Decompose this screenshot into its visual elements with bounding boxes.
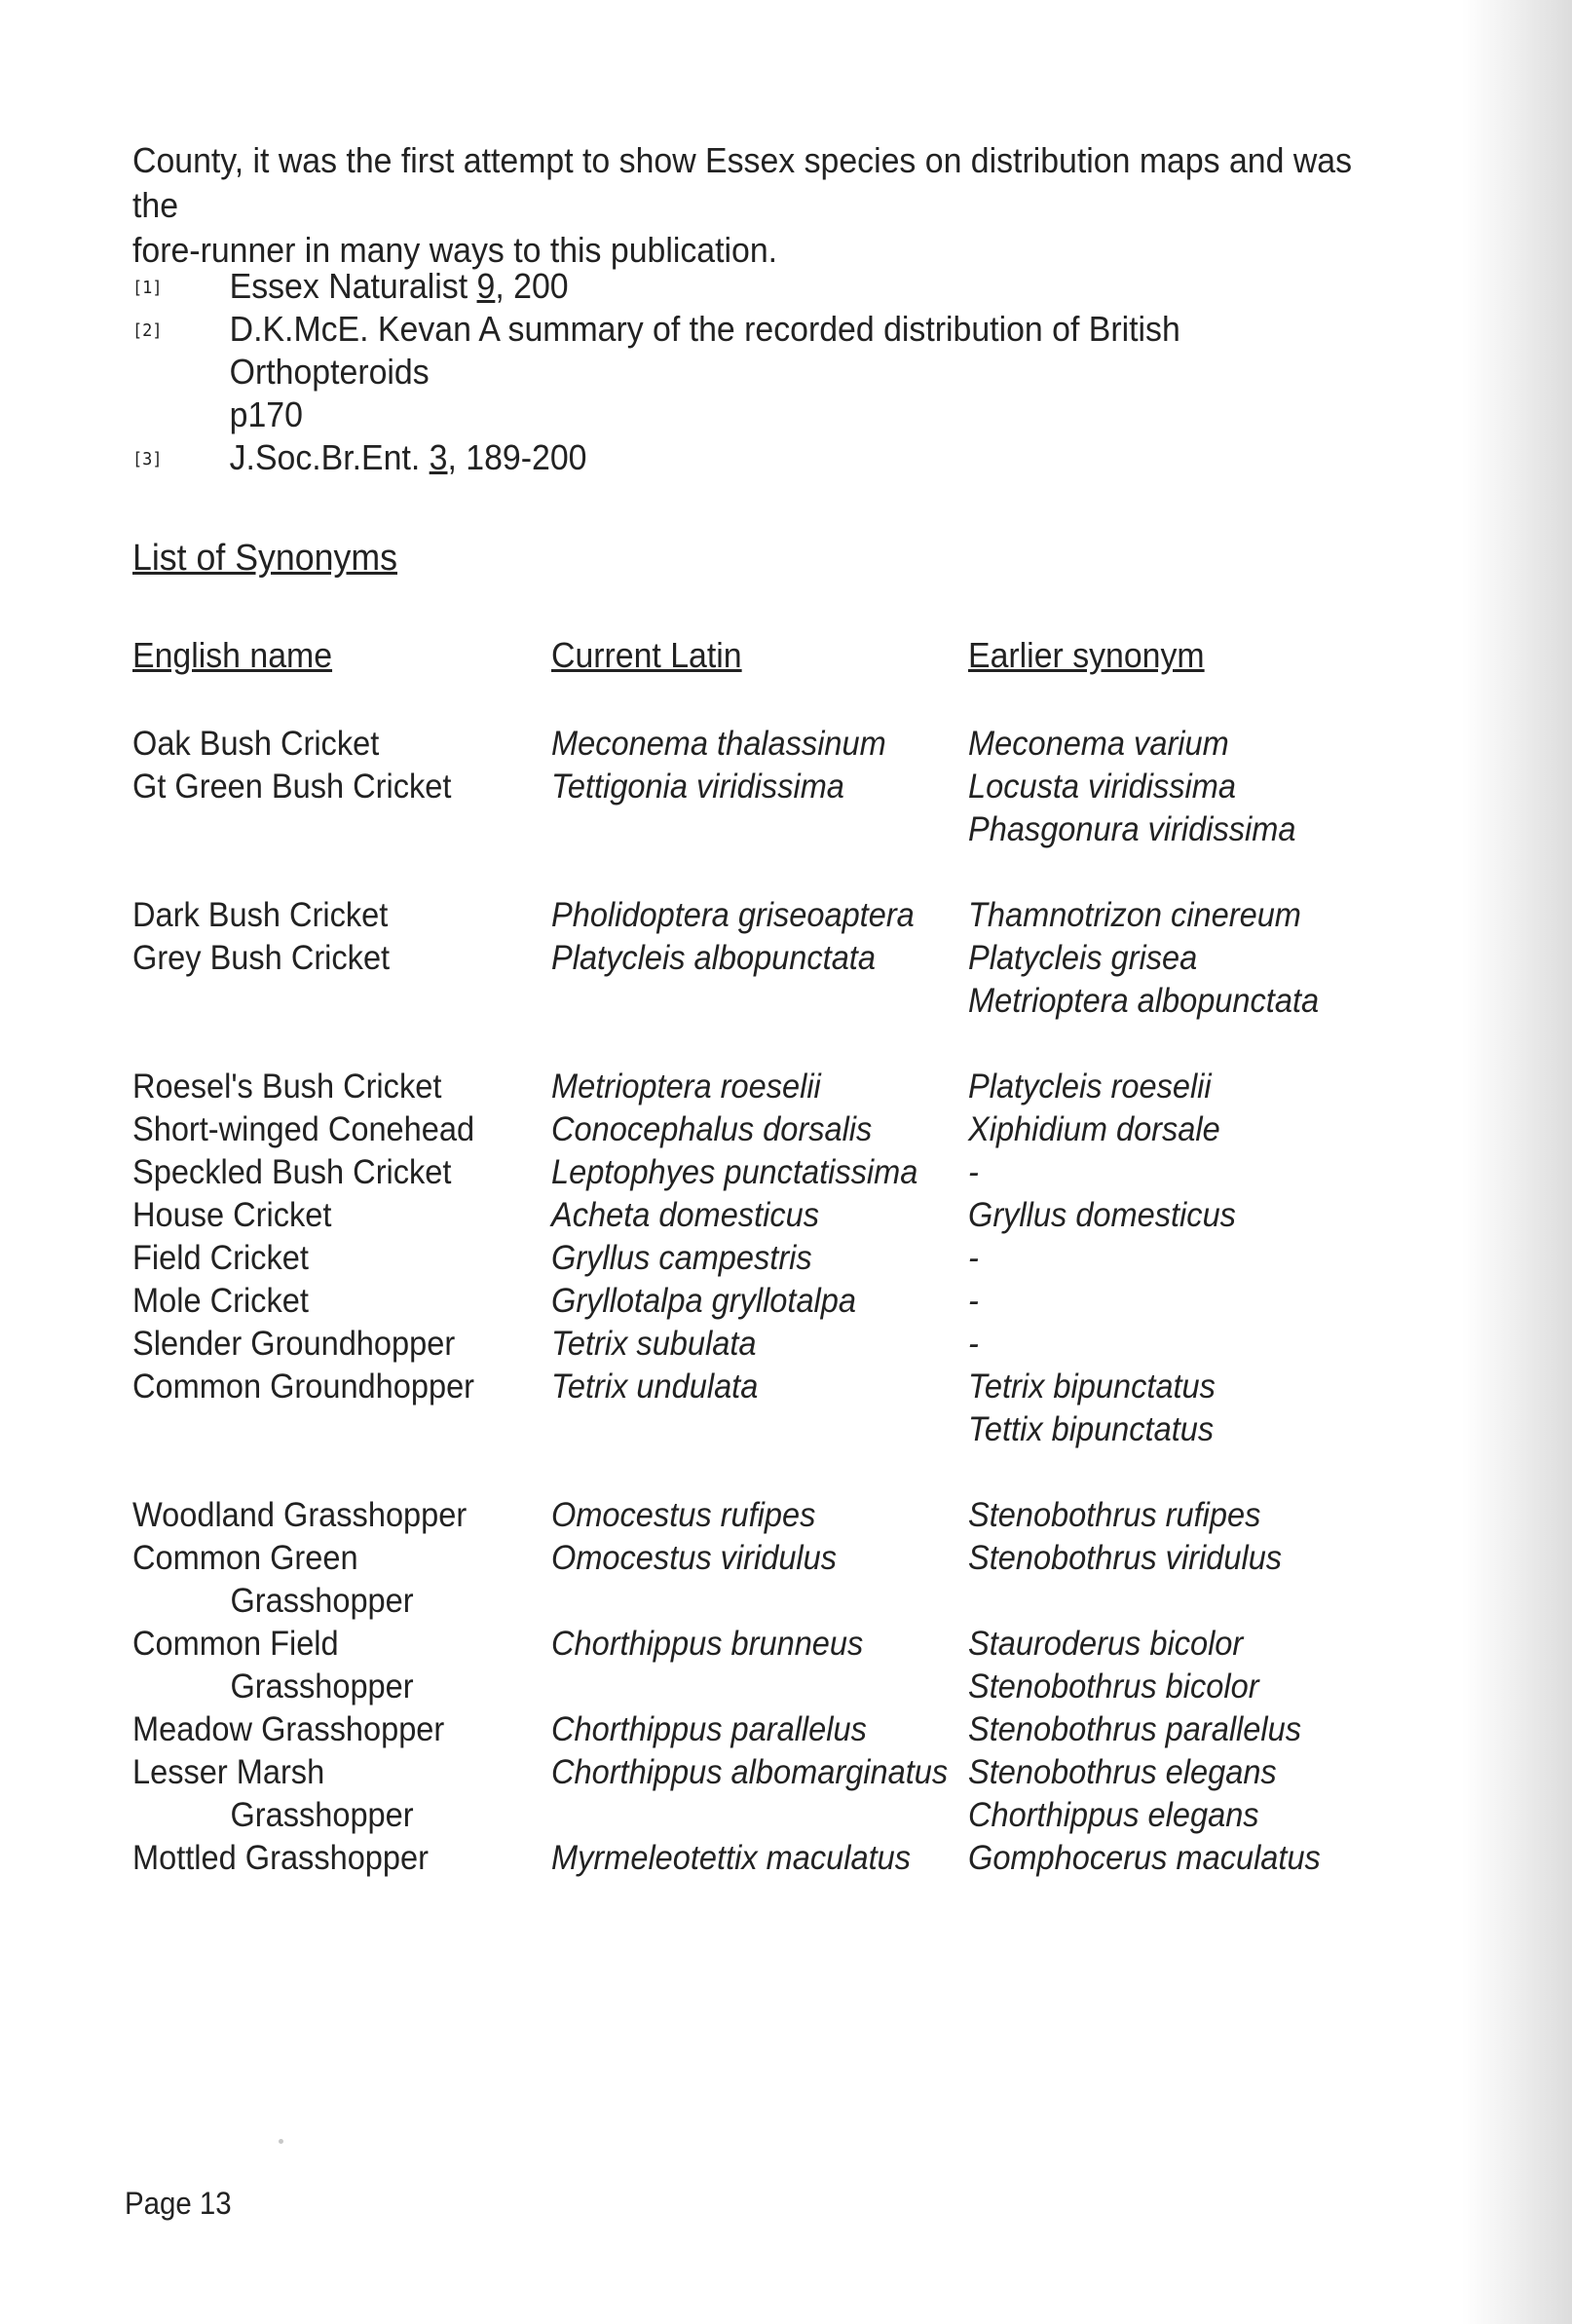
english-name-cell: House Cricket xyxy=(132,1196,332,1234)
current-latin-cell xyxy=(551,1794,939,1837)
english-name-cell: Common Field xyxy=(132,1625,339,1663)
english-name-cell: Dark Bush Cricket xyxy=(132,896,389,934)
table-row xyxy=(132,1366,1496,1408)
table-row xyxy=(132,980,1496,1023)
reference-list xyxy=(132,265,1438,479)
table-row xyxy=(132,1837,1496,1880)
english-name-cell: Common Green xyxy=(132,1539,358,1577)
earlier-synonym-cell: Stauroderus bicolor xyxy=(968,1625,1244,1663)
table-row xyxy=(132,1494,1496,1537)
current-latin-cell xyxy=(551,1666,939,1708)
current-latin-cell: Chorthippus albomarginatus xyxy=(551,1753,949,1791)
table-row xyxy=(132,1751,1496,1794)
english-name-cell: Grasshopper xyxy=(230,1796,414,1834)
earlier-synonym-cell: Stenobothrus elegans xyxy=(968,1753,1277,1791)
intro-paragraph xyxy=(132,138,1360,273)
english-name-cell xyxy=(132,1408,522,1451)
reference-text: Essex Naturalist xyxy=(229,266,477,306)
earlier-synonym-cell: Xiphidium dorsale xyxy=(968,1110,1220,1148)
speck xyxy=(279,2139,283,2144)
current-latin-cell: Gryllus campestris xyxy=(551,1239,812,1277)
table-row xyxy=(132,1408,1496,1451)
current-latin-cell: Chorthippus brunneus xyxy=(551,1625,864,1663)
table-row xyxy=(132,723,1496,766)
table-row xyxy=(132,1323,1496,1366)
table-row xyxy=(132,1708,1496,1751)
current-latin-cell: Leptophyes punctatissima xyxy=(551,1153,918,1191)
intro-line-2: fore-runner in many ways to this publication. xyxy=(132,230,778,270)
table-row xyxy=(132,1280,1496,1323)
english-name-cell: Mole Cricket xyxy=(132,1282,309,1320)
table-row xyxy=(132,1108,1496,1151)
reference-pages: , 189-200 xyxy=(447,437,587,477)
english-name-cell: Slender Groundhopper xyxy=(132,1325,456,1363)
current-latin-cell xyxy=(551,808,939,851)
english-name-cell xyxy=(132,980,522,1023)
english-name-cell: Field Cricket xyxy=(132,1239,309,1277)
english-name-cell xyxy=(132,808,522,851)
table-row xyxy=(132,894,1496,937)
reference-text: D.K.McE. Kevan A summary of the recorded distribution of British Orthopteroids xyxy=(229,309,1180,392)
earlier-synonym-cell: Thamnotrizon cinereum xyxy=(968,896,1301,934)
earlier-synonym-cell: Tetrix bipunctatus xyxy=(968,1368,1216,1406)
earlier-synonym-cell: Metrioptera albopunctata xyxy=(968,982,1320,1020)
table-row xyxy=(132,1794,1496,1837)
earlier-synonym-cell: Platycleis grisea xyxy=(968,939,1198,977)
reference-number: [2] xyxy=(132,320,163,341)
reference-pages: , 200 xyxy=(495,266,569,306)
english-name-cell: Roesel's Bush Cricket xyxy=(132,1068,442,1106)
current-latin-cell: Tetrix subulata xyxy=(551,1325,757,1363)
earlier-synonym-cell: Stenobothrus bicolor xyxy=(968,1668,1259,1706)
reference-text: J.Soc.Br.Ent. xyxy=(229,437,430,477)
current-latin-cell: Platycleis albopunctata xyxy=(551,939,876,977)
reference-text-continued: p170 xyxy=(229,394,303,434)
english-name-cell: Meadow Grasshopper xyxy=(132,1710,445,1748)
intro-line-1: County, it was the first attempt to show Essex species on distribution maps and was the xyxy=(132,140,1353,225)
earlier-synonym-cell: Platycleis roeselii xyxy=(968,1068,1212,1106)
table-row xyxy=(132,1537,1496,1580)
reference-1 xyxy=(132,265,1360,308)
english-name-cell: Oak Bush Cricket xyxy=(132,725,380,763)
current-latin-cell: Tetrix undulata xyxy=(551,1368,759,1406)
table-row xyxy=(132,1666,1496,1708)
current-latin-cell: Omocestus viridulus xyxy=(551,1539,838,1577)
column-header-latin: Current Latin xyxy=(551,635,742,675)
reference-volume: 3 xyxy=(429,437,448,477)
earlier-synonym-cell: Chorthippus elegans xyxy=(968,1796,1259,1834)
current-latin-cell: Omocestus rufipes xyxy=(551,1496,816,1534)
reference-number: [1] xyxy=(132,278,163,298)
english-name-cell: Mottled Grasshopper xyxy=(132,1839,429,1877)
earlier-synonym-cell: Meconema varium xyxy=(968,725,1229,763)
english-name-cell: Gt Green Bush Cricket xyxy=(132,768,452,806)
earlier-synonym-cell: Gryllus domesticus xyxy=(968,1196,1236,1234)
reference-number: [3] xyxy=(132,449,163,469)
earlier-synonym-cell: - xyxy=(968,1153,979,1191)
earlier-synonym-cell: - xyxy=(968,1282,979,1320)
english-name-cell: Grasshopper xyxy=(230,1582,414,1620)
current-latin-cell: Acheta domesticus xyxy=(551,1196,820,1234)
table-row xyxy=(132,1580,1496,1623)
earlier-synonym-cell: Gomphocerus maculatus xyxy=(968,1839,1321,1877)
english-name-cell: Short-winged Conehead xyxy=(132,1110,475,1148)
table-row xyxy=(132,808,1496,851)
reference-volume: 9 xyxy=(476,266,496,306)
table-row xyxy=(132,1194,1496,1237)
current-latin-cell xyxy=(551,980,939,1023)
current-latin-cell xyxy=(551,1580,939,1623)
current-latin-cell: Metrioptera roeselii xyxy=(551,1068,821,1106)
section-title: List of Synonyms xyxy=(132,538,397,579)
table-row xyxy=(132,1066,1496,1108)
english-name-cell: Grey Bush Cricket xyxy=(132,939,391,977)
english-name-cell: Grasshopper xyxy=(230,1668,414,1706)
column-header-earlier: Earlier synonym xyxy=(968,635,1205,675)
reference-3 xyxy=(132,436,1360,479)
earlier-synonym-cell: Stenobothrus parallelus xyxy=(968,1710,1302,1748)
earlier-synonym-cell: - xyxy=(968,1325,979,1363)
earlier-synonym-cell: Stenobothrus viridulus xyxy=(968,1539,1283,1577)
current-latin-cell: Chorthippus parallelus xyxy=(551,1710,867,1748)
table-row xyxy=(132,1151,1496,1194)
page-number: Page 13 xyxy=(125,2186,232,2221)
earlier-synonym-cell: Phasgonura viridissima xyxy=(968,810,1296,848)
english-name-cell: Speckled Bush Cricket xyxy=(132,1153,452,1191)
column-header-english: English name xyxy=(132,635,333,675)
english-name-cell: Woodland Grasshopper xyxy=(132,1496,468,1534)
earlier-synonym-cell: Locusta viridissima xyxy=(968,768,1236,806)
english-name-cell: Lesser Marsh xyxy=(132,1753,325,1791)
current-latin-cell: Gryllotalpa gryllotalpa xyxy=(551,1282,857,1320)
current-latin-cell: Meconema thalassinum xyxy=(551,725,886,763)
synonym-table xyxy=(132,723,1496,1880)
english-name-cell: Common Groundhopper xyxy=(132,1368,475,1406)
current-latin-cell: Conocephalus dorsalis xyxy=(551,1110,873,1148)
current-latin-cell: Pholidoptera griseoaptera xyxy=(551,896,915,934)
table-row xyxy=(132,1623,1496,1666)
current-latin-cell xyxy=(551,1408,939,1451)
reference-2 xyxy=(132,308,1360,436)
earlier-synonym-cell: Stenobothrus rufipes xyxy=(968,1496,1261,1534)
earlier-synonym-cell: - xyxy=(968,1239,979,1277)
current-latin-cell: Tettigonia viridissima xyxy=(551,768,844,806)
table-row xyxy=(132,937,1496,980)
current-latin-cell: Myrmeleotettix maculatus xyxy=(551,1839,912,1877)
table-row xyxy=(132,766,1496,808)
table-row xyxy=(132,1237,1496,1280)
earlier-synonym-cell xyxy=(968,1580,1421,1623)
earlier-synonym-cell: Tettix bipunctatus xyxy=(968,1410,1215,1448)
